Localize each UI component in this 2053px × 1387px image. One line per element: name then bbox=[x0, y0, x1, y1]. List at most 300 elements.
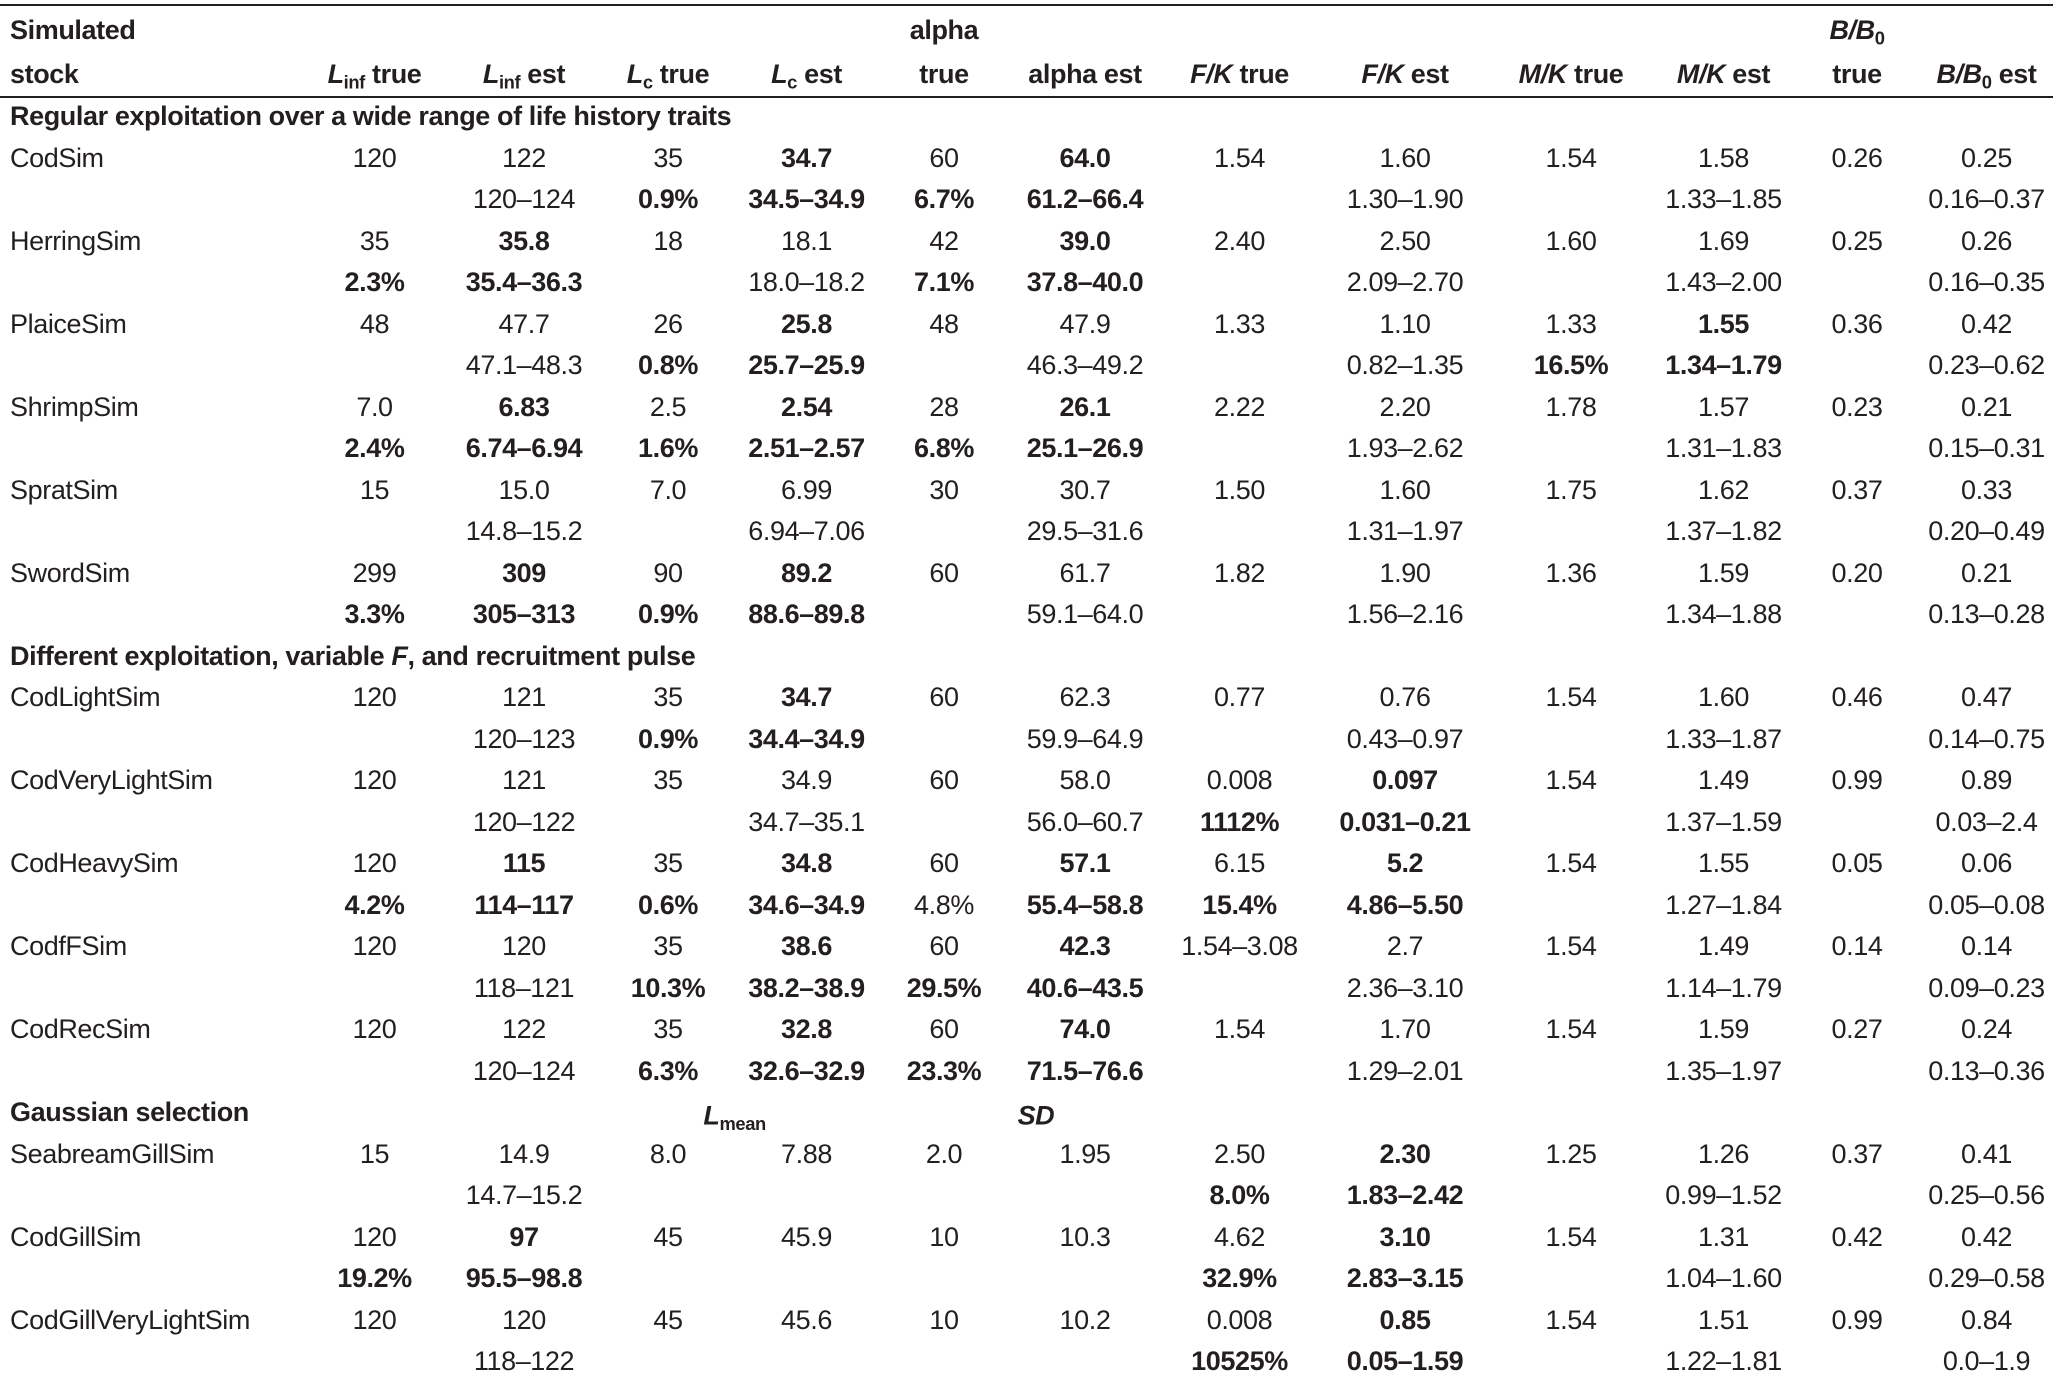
cell-lc-true bbox=[599, 1258, 737, 1300]
cell-linf-est: 120–122 bbox=[472, 806, 576, 837]
cell-bb0-est: 0.26 bbox=[1961, 225, 2012, 256]
cell-fk-est: 1.31–1.97 bbox=[1346, 516, 1464, 547]
cell-linf-true: 120 bbox=[352, 765, 397, 796]
cell-mk-est: 1.14–1.79 bbox=[1665, 972, 1782, 1003]
cell-mk-est: 1.33–1.87 bbox=[1665, 723, 1782, 754]
cell-bb0-true: 0.46 bbox=[1831, 682, 1883, 713]
header-variable: M/K bbox=[1676, 58, 1726, 89]
cell-bb0-est: 0.25 bbox=[1961, 142, 2012, 173]
stock-name bbox=[0, 1051, 300, 1093]
cell-lc-true bbox=[599, 802, 737, 844]
cell-lc-true: 18 bbox=[653, 225, 683, 256]
cell-alpha-true bbox=[876, 1258, 1012, 1300]
cell-fk-true: 2.22 bbox=[1214, 391, 1265, 422]
header-text: true bbox=[1232, 58, 1289, 89]
cell-linf-est: 122 bbox=[502, 142, 546, 173]
cell-alpha-true: 60 bbox=[929, 1014, 959, 1045]
header-subscript: 0 bbox=[1874, 27, 1885, 48]
cell-linf-true: 120 bbox=[352, 931, 397, 962]
header-mk-true bbox=[1489, 52, 1653, 96]
cell-fk-true: 1.54 bbox=[1214, 142, 1265, 173]
cell-mk-est: 1.34–1.88 bbox=[1665, 599, 1782, 630]
cell-mk-true: 1.54 bbox=[1545, 765, 1597, 796]
table-row-top bbox=[0, 304, 2053, 346]
section-header bbox=[0, 1092, 2053, 1134]
cell-linf-true bbox=[300, 802, 449, 844]
cell-alpha-est: 55.4–58.8 bbox=[1026, 889, 1144, 920]
cell-alpha-est: 56.0–60.7 bbox=[1026, 806, 1144, 837]
cell-lc-true: 35 bbox=[653, 142, 683, 173]
cell-lc-est: 34.4–34.9 bbox=[748, 723, 865, 754]
cell-lc-true: 1.6% bbox=[638, 433, 698, 464]
table-row-bottom bbox=[0, 1258, 2053, 1300]
header-stock bbox=[0, 52, 300, 96]
cell-lc-est: 32.8 bbox=[781, 1014, 832, 1045]
cell-mk-est: 1.55 bbox=[1698, 848, 1749, 879]
cell-alpha-true bbox=[876, 511, 1012, 553]
cell-fk-true: 4.62 bbox=[1214, 1221, 1265, 1252]
cell-lc-est: 34.9 bbox=[781, 765, 832, 796]
label-variable: SD bbox=[1017, 1100, 1055, 1131]
header-variable: L bbox=[626, 58, 643, 89]
header-text: alpha est bbox=[1028, 58, 1142, 89]
cell-fk-est: 2.09–2.70 bbox=[1346, 267, 1464, 298]
cell-lc-est: 6.94–7.06 bbox=[748, 516, 865, 547]
cell-mk-true bbox=[1489, 1258, 1653, 1300]
cell-linf-est: 97 bbox=[509, 1221, 539, 1252]
cell-alpha-true: 7.1% bbox=[914, 267, 974, 298]
table-row-top bbox=[0, 470, 2053, 512]
cell-lc-true: 0.6% bbox=[638, 889, 698, 920]
cell-linf-true: 19.2% bbox=[337, 1263, 412, 1294]
cell-mk-est: 1.34–1.79 bbox=[1665, 350, 1782, 381]
section-title-text: Different exploitation, variable bbox=[10, 640, 392, 671]
stock-name bbox=[0, 802, 300, 844]
stock-name: SwordSim bbox=[10, 557, 130, 588]
cell-fk-true: 1.33 bbox=[1214, 308, 1265, 339]
table-row-top bbox=[0, 843, 2053, 885]
cell-fk-est: 3.10 bbox=[1379, 1221, 1431, 1252]
cell-mk-true: 1.75 bbox=[1545, 474, 1597, 505]
cell-bb0-true bbox=[1794, 719, 1920, 761]
cell-alpha-est: 61.2–66.4 bbox=[1026, 184, 1144, 215]
stock-name bbox=[0, 885, 300, 927]
cell-linf-true bbox=[300, 968, 449, 1010]
cell-mk-true bbox=[1489, 262, 1653, 304]
cell-fk-est: 1.93–2.62 bbox=[1346, 433, 1464, 464]
cell-bb0-est: 0.47 bbox=[1961, 682, 2012, 713]
cell-linf-est: 15.0 bbox=[498, 474, 550, 505]
cell-lc-true bbox=[599, 1341, 737, 1383]
cell-linf-est: 118–122 bbox=[473, 1346, 575, 1377]
cell-mk-est: 1.49 bbox=[1698, 765, 1749, 796]
table-row-top bbox=[0, 926, 2053, 968]
cell-mk-true bbox=[1489, 428, 1653, 470]
cell-alpha-est: 46.3–49.2 bbox=[1026, 350, 1144, 381]
cell-mk-true: 1.33 bbox=[1545, 308, 1597, 339]
cell-linf-true: 2.3% bbox=[344, 267, 405, 298]
cell-lc-est: 38.2–38.9 bbox=[748, 972, 865, 1003]
cell-linf-true: 48 bbox=[359, 308, 390, 339]
section-title-variable: F bbox=[391, 640, 408, 671]
cell-mk-est: 1.55 bbox=[1698, 308, 1749, 339]
cell-mk-true bbox=[1489, 179, 1653, 221]
cell-fk-true: 1.50 bbox=[1214, 474, 1265, 505]
section-title-text: , and recruitment pulse bbox=[407, 640, 696, 671]
table-row-bottom bbox=[0, 594, 2053, 636]
section-header bbox=[0, 96, 2053, 138]
cell-alpha-est: 64.0 bbox=[1059, 142, 1111, 173]
stock-name bbox=[0, 594, 300, 636]
cell-alpha-true: 28 bbox=[929, 391, 959, 422]
cell-bb0-est: 0.03–2.4 bbox=[1935, 806, 2038, 837]
cell-fk-est: 5.2 bbox=[1386, 848, 1424, 879]
cell-mk-est: 1.57 bbox=[1698, 391, 1749, 422]
cell-lc-true: 45 bbox=[653, 1221, 683, 1252]
cell-alpha-est: 59.9–64.9 bbox=[1026, 723, 1144, 754]
cell-bb0-true bbox=[1794, 802, 1920, 844]
cell-lc-true: 45 bbox=[653, 1304, 683, 1335]
cell-bb0-est: 0.21 bbox=[1961, 391, 2012, 422]
cell-linf-true: 2.4% bbox=[344, 433, 405, 464]
header-bb0-true bbox=[1794, 8, 1920, 52]
cell-linf-true: 35 bbox=[359, 225, 390, 256]
header-text: est bbox=[520, 58, 566, 89]
cell-bb0-est: 0.14–0.75 bbox=[1928, 723, 2045, 754]
cell-bb0-true: 0.25 bbox=[1831, 225, 1883, 256]
cell-lc-true: 90 bbox=[653, 557, 683, 588]
header-stock bbox=[0, 8, 300, 52]
cell-mk-true: 16.5% bbox=[1533, 350, 1609, 381]
cell-mk-est: 1.35–1.97 bbox=[1665, 1055, 1782, 1086]
cell-alpha-est: 74.0 bbox=[1059, 1014, 1111, 1045]
cell-fk-true: 10525% bbox=[1191, 1346, 1288, 1377]
cell-mk-true bbox=[1489, 968, 1653, 1010]
cell-alpha-true bbox=[876, 1341, 1012, 1383]
cell-alpha-est: 47.9 bbox=[1059, 308, 1111, 339]
cell-lc-true bbox=[599, 1175, 737, 1217]
cell-mk-est: 1.33–1.85 bbox=[1665, 184, 1782, 215]
header-subscript: inf bbox=[343, 71, 365, 92]
header-subscript: c bbox=[642, 71, 653, 92]
cell-fk-est: 0.05–1.59 bbox=[1346, 1346, 1464, 1377]
cell-linf-est: 14.7–15.2 bbox=[465, 1180, 583, 1211]
cell-alpha-true: 23.3% bbox=[906, 1055, 982, 1086]
table-row-bottom bbox=[0, 1341, 2053, 1383]
cell-mk-est: 1.60 bbox=[1698, 682, 1749, 713]
cell-alpha-true: 60 bbox=[929, 848, 959, 879]
cell-lc-est bbox=[737, 1175, 876, 1217]
stock-name: CodVeryLightSim bbox=[10, 765, 213, 796]
table-row-top bbox=[0, 387, 2053, 429]
cell-lc-true: 2.5 bbox=[649, 391, 687, 422]
cell-alpha-true: 60 bbox=[929, 682, 959, 713]
cell-mk-est: 1.27–1.84 bbox=[1665, 889, 1782, 920]
cell-alpha-est: 40.6–43.5 bbox=[1026, 972, 1144, 1003]
cell-alpha-est bbox=[1012, 1341, 1158, 1383]
cell-lc-true: 26 bbox=[653, 308, 683, 339]
cell-alpha-est: 10.2 bbox=[1059, 1304, 1111, 1335]
stock-name: PlaiceSim bbox=[10, 308, 127, 339]
cell-linf-est: 305–313 bbox=[472, 599, 576, 630]
header-text: true bbox=[364, 58, 422, 89]
cell-mk-est: 1.22–1.81 bbox=[1665, 1346, 1782, 1377]
cell-mk-true bbox=[1489, 594, 1653, 636]
cell-fk-est: 4.86–5.50 bbox=[1346, 889, 1464, 920]
cell-alpha-est: 62.3 bbox=[1059, 682, 1111, 713]
cell-linf-est: 6.74–6.94 bbox=[465, 433, 583, 464]
cell-lc-est: 38.6 bbox=[781, 931, 832, 962]
cell-bb0-est: 0.42 bbox=[1961, 1221, 2012, 1252]
cell-linf-est: 47.7 bbox=[498, 308, 550, 339]
cell-fk-true bbox=[1158, 262, 1321, 304]
section-header bbox=[0, 636, 2053, 678]
cell-bb0-est: 0.33 bbox=[1961, 474, 2012, 505]
header-text: true bbox=[652, 58, 710, 89]
cell-mk-true: 1.54 bbox=[1545, 1221, 1597, 1252]
cell-mk-true bbox=[1489, 885, 1653, 927]
cell-bb0-true bbox=[1794, 428, 1920, 470]
header-bb0-est bbox=[1920, 52, 2053, 96]
cell-alpha-est: 57.1 bbox=[1059, 848, 1111, 879]
header-alpha-est bbox=[1012, 8, 1158, 52]
header-text: true bbox=[1832, 58, 1882, 89]
table-row-bottom bbox=[0, 719, 2053, 761]
cell-lc-true: 35 bbox=[653, 1014, 683, 1045]
cell-mk-est: 1.59 bbox=[1698, 1014, 1749, 1045]
cell-alpha-est bbox=[1012, 1175, 1158, 1217]
cell-bb0-true: 0.05 bbox=[1831, 848, 1883, 879]
cell-alpha-true: 60 bbox=[929, 142, 959, 173]
header-bb0-est bbox=[1920, 8, 2053, 52]
cell-linf-true: 4.2% bbox=[344, 889, 405, 920]
cell-linf-true: 3.3% bbox=[344, 599, 405, 630]
stock-name: CodfFSim bbox=[10, 931, 127, 962]
cell-bb0-true: 0.27 bbox=[1831, 1014, 1883, 1045]
cell-linf-est: 121 bbox=[502, 765, 546, 796]
header-alpha-true bbox=[876, 8, 1012, 52]
cell-fk-true: 1.82 bbox=[1214, 557, 1265, 588]
header-alpha-est bbox=[1012, 52, 1158, 96]
cell-lc-true: 35 bbox=[653, 765, 683, 796]
stock-name: CodRecSim bbox=[10, 1014, 151, 1045]
header-alpha-true bbox=[876, 52, 1012, 96]
cell-fk-true bbox=[1158, 511, 1321, 553]
stock-name: CodHeavySim bbox=[10, 848, 179, 879]
section-title bbox=[0, 96, 2053, 138]
cell-linf-true: 15 bbox=[359, 474, 390, 505]
header-text: true bbox=[1566, 58, 1624, 89]
table-row-bottom bbox=[0, 345, 2053, 387]
table-row-bottom bbox=[0, 1175, 2053, 1217]
cell-alpha-est: 59.1–64.0 bbox=[1026, 599, 1144, 630]
stock-name: CodSim bbox=[10, 142, 104, 173]
cell-fk-est: 1.90 bbox=[1379, 557, 1431, 588]
cell-alpha-true: 30 bbox=[929, 474, 959, 505]
cell-linf-est: 14.9 bbox=[498, 1138, 550, 1169]
cell-bb0-true: 0.14 bbox=[1831, 931, 1883, 962]
stock-name bbox=[0, 1258, 300, 1300]
header-variable: F/K bbox=[1361, 58, 1404, 89]
cell-bb0-est: 0.41 bbox=[1961, 1138, 2012, 1169]
cell-mk-est: 1.31 bbox=[1698, 1221, 1749, 1252]
cell-lc-true: 35 bbox=[653, 682, 683, 713]
section-title-text: Regular exploitation over a wide range of life history traits bbox=[10, 101, 732, 132]
cell-lc-est: 32.6–32.9 bbox=[748, 1055, 865, 1086]
cell-linf-true bbox=[300, 345, 449, 387]
cell-linf-est: 14.8–15.2 bbox=[465, 516, 583, 547]
table-row-top bbox=[0, 677, 2053, 719]
cell-lc-est: 18.1 bbox=[781, 225, 832, 256]
cell-alpha-true bbox=[876, 345, 1012, 387]
cell-fk-true: 2.40 bbox=[1214, 225, 1265, 256]
header-bb0-true bbox=[1794, 52, 1920, 96]
cell-lc-true bbox=[599, 262, 737, 304]
header-fk-true bbox=[1158, 52, 1321, 96]
cell-fk-est: 1.60 bbox=[1379, 142, 1431, 173]
table-row-top bbox=[0, 1009, 2053, 1051]
section-title bbox=[0, 636, 2053, 678]
label-variable: L bbox=[703, 1100, 720, 1131]
cell-bb0-est: 0.20–0.49 bbox=[1928, 516, 2045, 547]
cell-mk-true bbox=[1489, 511, 1653, 553]
cell-fk-true: 0.77 bbox=[1214, 682, 1265, 713]
cell-linf-true bbox=[300, 179, 449, 221]
cell-bb0-est: 0.89 bbox=[1961, 765, 2012, 796]
cell-bb0-true bbox=[1794, 1258, 1920, 1300]
cell-bb0-true bbox=[1794, 262, 1920, 304]
stock-name: CodGillSim bbox=[10, 1221, 142, 1252]
table-row-bottom bbox=[0, 262, 2053, 304]
cell-fk-est: 0.82–1.35 bbox=[1346, 350, 1464, 381]
cell-mk-true bbox=[1489, 1175, 1653, 1217]
header-subscript: inf bbox=[498, 71, 521, 92]
cell-linf-est: 35.4–36.3 bbox=[465, 267, 583, 298]
header-text: est bbox=[1403, 58, 1449, 89]
cell-bb0-est: 0.21 bbox=[1961, 557, 2012, 588]
cell-fk-true: 1.54 bbox=[1214, 1014, 1265, 1045]
stock-name bbox=[0, 262, 300, 304]
header-linf-est bbox=[449, 52, 599, 96]
cell-bb0-est: 0.16–0.35 bbox=[1928, 267, 2045, 298]
cell-lc-est: 7.88 bbox=[781, 1138, 832, 1169]
stock-name bbox=[0, 511, 300, 553]
cell-mk-est: 1.51 bbox=[1698, 1304, 1749, 1335]
stock-name: ShrimpSim bbox=[10, 391, 139, 422]
cell-mk-true: 1.54 bbox=[1545, 682, 1597, 713]
cell-bb0-true bbox=[1794, 511, 1920, 553]
cell-alpha-true: 48 bbox=[929, 308, 959, 339]
cell-bb0-true bbox=[1794, 885, 1920, 927]
cell-mk-true: 1.54 bbox=[1545, 1304, 1597, 1335]
header-variable: L bbox=[482, 58, 499, 89]
table-row-top bbox=[0, 1217, 2053, 1259]
cell-lc-true: 35 bbox=[653, 931, 683, 962]
results-table bbox=[0, 8, 2053, 1383]
cell-linf-est: 121 bbox=[502, 682, 546, 713]
cell-fk-est: 0.43–0.97 bbox=[1346, 723, 1464, 754]
cell-alpha-true bbox=[876, 1175, 1012, 1217]
cell-mk-est: 1.37–1.59 bbox=[1665, 806, 1782, 837]
cell-linf-est: 120–123 bbox=[472, 723, 576, 754]
cell-bb0-true: 0.99 bbox=[1831, 1304, 1883, 1335]
stock-name: CodLightSim bbox=[10, 682, 161, 713]
cell-alpha-true: 10 bbox=[929, 1304, 959, 1335]
cell-lc-true bbox=[599, 511, 737, 553]
cell-linf-est: 120–124 bbox=[472, 1055, 576, 1086]
cell-lc-true: 6.3% bbox=[638, 1055, 698, 1086]
cell-bb0-est: 0.14 bbox=[1961, 931, 2012, 962]
cell-bb0-true: 0.37 bbox=[1831, 474, 1883, 505]
cell-lc-est: 89.2 bbox=[781, 557, 832, 588]
section-column-label bbox=[703, 1100, 766, 1134]
cell-lc-est: 34.7 bbox=[781, 142, 832, 173]
table-row-top bbox=[0, 760, 2053, 802]
cell-fk-est: 1.29–2.01 bbox=[1346, 1055, 1464, 1086]
header-text: stock bbox=[10, 58, 79, 89]
header-text: est bbox=[796, 58, 842, 89]
stock-name bbox=[0, 968, 300, 1010]
header-linf-true bbox=[300, 52, 449, 96]
cell-bb0-est: 0.84 bbox=[1961, 1304, 2012, 1335]
cell-bb0-true: 0.26 bbox=[1831, 142, 1883, 173]
cell-bb0-est: 0.0–1.9 bbox=[1942, 1346, 2031, 1377]
table-row-bottom bbox=[0, 428, 2053, 470]
cell-linf-est: 35.8 bbox=[498, 225, 550, 256]
cell-fk-est: 2.7 bbox=[1386, 931, 1424, 962]
section-column-label bbox=[1018, 1100, 1055, 1131]
cell-mk-true bbox=[1489, 1051, 1653, 1093]
stock-name: SpratSim bbox=[10, 474, 118, 505]
cell-fk-true: 8.0% bbox=[1209, 1180, 1270, 1211]
label-subscript: mean bbox=[719, 1112, 766, 1134]
header-mk-est bbox=[1653, 8, 1794, 52]
cell-fk-est: 0.031–0.21 bbox=[1339, 806, 1471, 837]
header-text: Simulated bbox=[10, 14, 136, 45]
cell-fk-true bbox=[1158, 345, 1321, 387]
cell-lc-true: 35 bbox=[653, 848, 683, 879]
cell-alpha-est: 39.0 bbox=[1059, 225, 1111, 256]
cell-mk-true bbox=[1489, 802, 1653, 844]
cell-mk-true: 1.78 bbox=[1545, 391, 1597, 422]
cell-alpha-est: 10.3 bbox=[1059, 1221, 1111, 1252]
cell-mk-true bbox=[1489, 719, 1653, 761]
header-subscript: 0 bbox=[1981, 71, 1992, 92]
cell-bb0-est: 0.24 bbox=[1961, 1014, 2012, 1045]
cell-linf-true bbox=[300, 719, 449, 761]
cell-bb0-est: 0.06 bbox=[1961, 848, 2012, 879]
cell-fk-true: 15.4% bbox=[1202, 889, 1277, 920]
cell-linf-est: 95.5–98.8 bbox=[465, 1263, 583, 1294]
cell-alpha-est: 37.8–40.0 bbox=[1026, 267, 1144, 298]
cell-bb0-true: 0.42 bbox=[1831, 1221, 1883, 1252]
stock-name bbox=[0, 179, 300, 221]
cell-mk-true: 1.36 bbox=[1545, 557, 1597, 588]
cell-lc-true: 0.9% bbox=[638, 723, 698, 754]
top-rule bbox=[0, 4, 2053, 6]
cell-linf-est: 120 bbox=[502, 931, 546, 962]
cell-mk-true bbox=[1489, 1341, 1653, 1383]
cell-alpha-est: 29.5–31.6 bbox=[1026, 516, 1144, 547]
cell-fk-est: 1.60 bbox=[1379, 474, 1431, 505]
header-lc-true bbox=[599, 8, 737, 52]
stock-name bbox=[0, 345, 300, 387]
cell-mk-est: 0.99–1.52 bbox=[1665, 1180, 1782, 1211]
stock-name: SeabreamGillSim bbox=[10, 1138, 215, 1169]
cell-fk-est: 2.36–3.10 bbox=[1346, 972, 1464, 1003]
cell-bb0-est: 0.42 bbox=[1961, 308, 2012, 339]
cell-lc-true: 0.9% bbox=[638, 184, 698, 215]
